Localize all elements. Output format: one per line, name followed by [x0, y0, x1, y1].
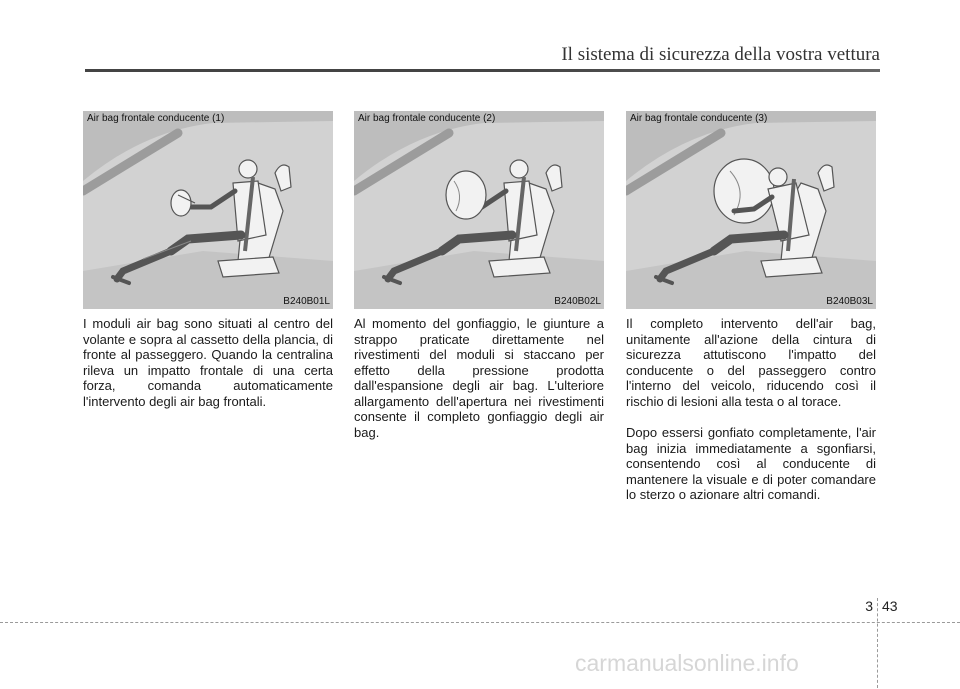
column-3-paragraph-2: Dopo essersi gonfiato completamente, l'air bag inizia immediatamente a sgonfiarsi, consentendo così al conducente di mantenere la visuale e di poter comandare lo sterzo o azionare altri comandi.	[626, 425, 876, 502]
figure-code: B240B02L	[554, 296, 601, 307]
page-header-title: Il sistema di sicurezza della vostra vettura	[561, 44, 880, 65]
figure-code: B240B01L	[283, 296, 330, 307]
airbag-illustration-3	[626, 111, 876, 309]
figure-code: B240B03L	[826, 296, 873, 307]
column-1-paragraph-1: I moduli air bag sono situati al centro del volante e sopra al cassetto della plancia, di fronte al passeggero. Quando la centralina rileva un impatto frontale di una certa forza, comanda automaticamente l'intervento degli air bag frontali.	[83, 316, 333, 409]
footer-dashed-rule	[0, 622, 960, 623]
airbag-illustration-2	[354, 111, 604, 309]
chapter-number: 3	[865, 598, 873, 614]
figure-airbag-3	[626, 111, 876, 309]
airbag-illustration-1	[83, 111, 333, 309]
watermark: carmanualsonline.info	[575, 650, 799, 676]
column-3-paragraph-1: Il completo intervento dell'air bag, unitamente all'azione della cintura di sicurezza attutiscono l'impatto del conducente o del passeggero contro l'interno del veicolo, riducendo così il rischio di lesioni alla testa o al torace.	[626, 316, 876, 409]
column-2-paragraph-1: Al momento del gonfiaggio, le giunture a strappo praticate direttamente nel rivestimenti del moduli si staccano per effetto della pressione prodotta dall'espansione degli air bag. L'ulteriore allargamento dell'apertura nei rivestimenti consente il completo gonfiaggio degli air bag.	[354, 316, 604, 440]
figure-title: Air bag frontale conducente (2)	[358, 113, 496, 124]
page-number: 43	[882, 598, 898, 614]
figure-title: Air bag frontale conducente (1)	[87, 113, 225, 124]
footer-vertical-rule	[877, 598, 878, 688]
figure-title: Air bag frontale conducente (3)	[630, 113, 768, 124]
header-rule	[85, 69, 880, 72]
figure-airbag-2	[354, 111, 604, 309]
figure-airbag-1	[83, 111, 333, 309]
